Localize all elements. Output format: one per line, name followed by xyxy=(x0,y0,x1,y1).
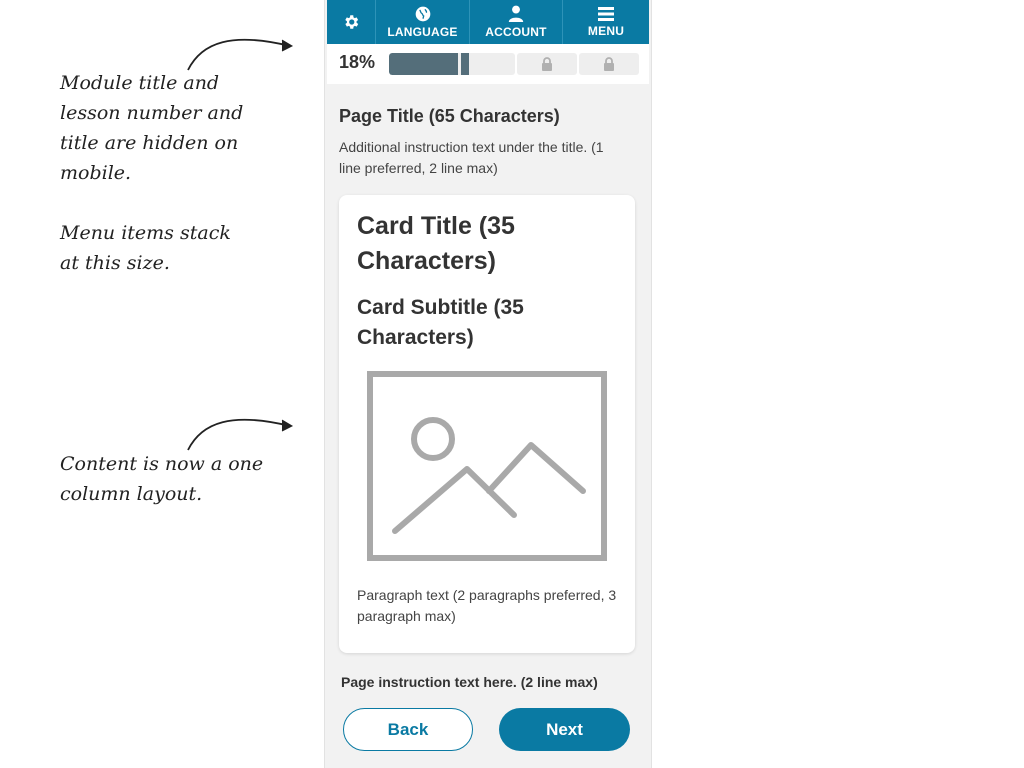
lock-icon xyxy=(603,57,615,71)
progress-segment-current xyxy=(389,53,515,75)
card-subtitle: Card Subtitle (35 Characters) xyxy=(357,296,524,349)
language-button[interactable] xyxy=(376,0,470,44)
hamburger-icon xyxy=(598,7,614,21)
annotation-menu-stack: Menu items stack at this size. xyxy=(60,222,231,274)
progress-fill xyxy=(389,53,458,75)
annotation-one-column: Content is now a one column layout. xyxy=(60,453,264,505)
progress-segment-locked xyxy=(579,53,639,75)
progress-segment-locked xyxy=(517,53,577,75)
annotation-arrow-icon xyxy=(182,32,302,72)
progress-percent: 18% xyxy=(339,52,376,72)
progress-bar xyxy=(327,44,649,84)
annotation-mobile-hidden: Module title and lesson number and title are hidden on mobile. xyxy=(60,72,244,184)
page-title: Page Title (65 Characters) xyxy=(339,106,560,126)
language-label: LANGUAGE xyxy=(387,24,458,39)
page-instruction: Additional instruction text under the title. (1 line preferred, 2 line max) xyxy=(339,139,604,176)
annotation-arrow-icon xyxy=(182,412,302,452)
mobile-viewport xyxy=(324,0,652,768)
settings-button[interactable] xyxy=(327,0,376,44)
menu-label: MENU xyxy=(587,23,625,38)
lock-icon xyxy=(541,57,553,71)
progress-marker xyxy=(461,53,469,75)
globe-icon xyxy=(415,6,431,22)
top-navigation-bar xyxy=(327,0,649,44)
account-button[interactable] xyxy=(470,0,563,44)
user-icon xyxy=(508,5,524,22)
back-button[interactable]: Back xyxy=(343,708,473,751)
menu-button[interactable] xyxy=(563,0,649,44)
content-card xyxy=(339,195,635,653)
page-instruction-footer: Page instruction text here. (2 line max) xyxy=(341,674,598,690)
next-button[interactable]: Next xyxy=(499,708,630,751)
account-label: ACCOUNT xyxy=(485,25,547,39)
card-title: Card Title (35 Characters) xyxy=(357,212,515,275)
image-placeholder-icon xyxy=(367,371,607,563)
gear-icon xyxy=(342,13,360,31)
card-paragraph: Paragraph text (2 paragraphs preferred, 3 paragraph max) xyxy=(357,587,617,624)
